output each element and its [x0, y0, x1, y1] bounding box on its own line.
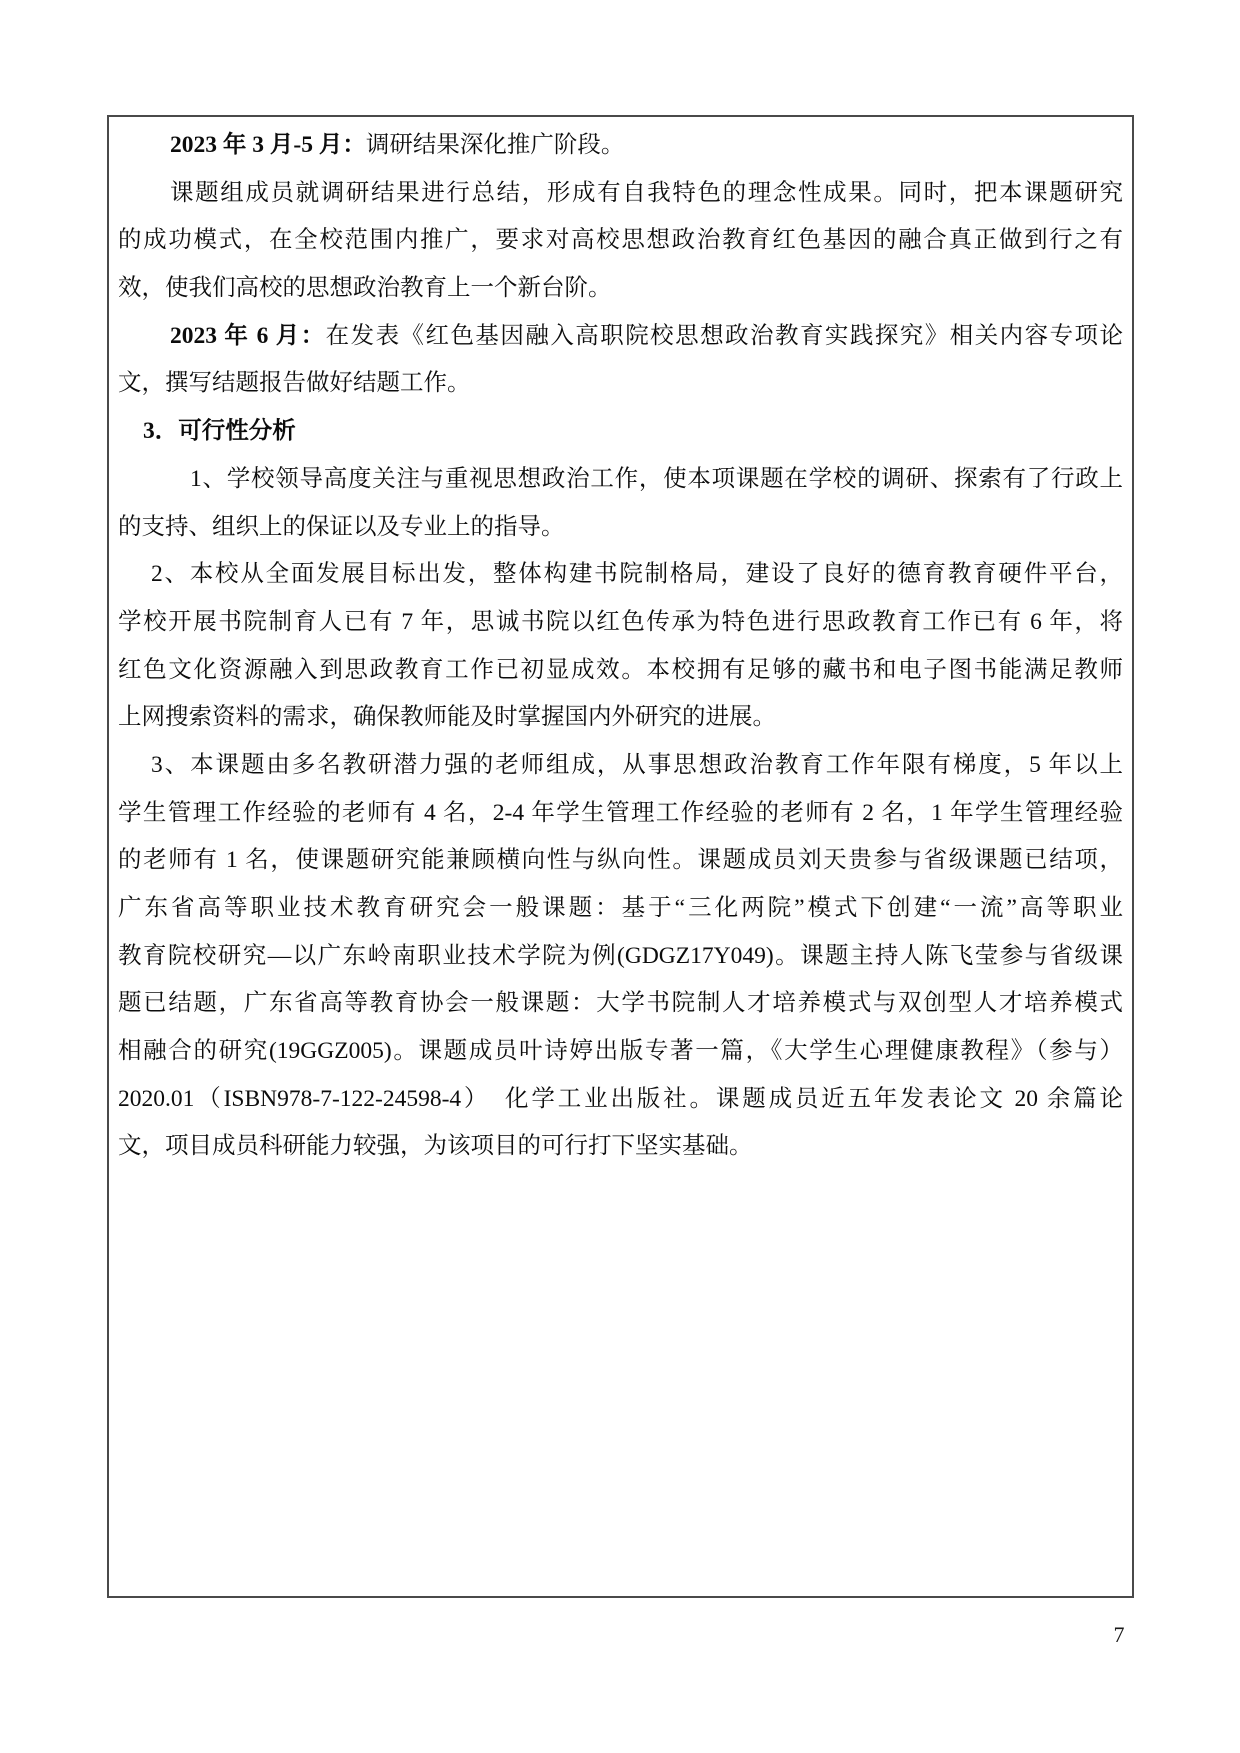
text-run: 广东省高等职业技术教育研究会一般课题：基于“三化两院”模式下创建“一流”高等职业 [118, 895, 1123, 921]
text-run: 学校开展书院制育人已有 7 年，思诚书院以红色传承为特色进行思政教育工作已有 6 年，将 [118, 608, 1123, 635]
page-number: 7 [1113, 1622, 1125, 1647]
text-run: 红色文化资源融入到思政教育工作已初显成效。本校拥有足够的藏书和电子图书能满足教师 [118, 656, 1123, 683]
text-run: 2、本校从全面发展目标出发，整体构建书院制格局，建设了良好的德育教育硬件平台， [151, 561, 1123, 588]
text-run: 的老师有 1 名，使课题研究能兼顾横向性与纵向性。课题成员刘天贵参与省级课题已结项， [118, 847, 1123, 874]
text-run: 学生管理工作经验的老师有 4 名，2-4 年学生管理工作经验的老师有 2 名，1 年学生管理经验 [118, 799, 1123, 826]
text-run: 的成功模式，在全校范围内推广，要求对高校思想政治教育红色基因的融合真正做到行之有 [118, 227, 1123, 254]
text-line [118, 1123, 1123, 1171]
text-run: 的支持、组织上的保证以及专业上的指导。 [118, 513, 565, 540]
text-run: 1、学校领导高度关注与重视思想政治工作，使本项课题在学校的调研、探索有了行政上 [190, 465, 1123, 492]
text-line [118, 1028, 1123, 1076]
text-run: 教育院校研究—以广东岭南职业技术学院为例(GDGZ17Y049)。课题主持人陈飞莹参与省级课 [118, 942, 1123, 969]
text-run: 课题组成员就调研结果进行总结，形成有自我特色的理念性成果。同时，把本课题研究 [170, 179, 1123, 206]
text-run: 效，使我们高校的思想政治教育上一个新台阶。 [118, 275, 612, 302]
text-run: 题已结题，广东省高等教育协会一般课题：大学书院制人才培养模式与双创型人才培养模式 [118, 990, 1123, 1017]
text-line [118, 122, 1123, 170]
text-line [118, 837, 1123, 885]
text-line [118, 790, 1123, 838]
phase-date-heading: 2023 年 6 月： [170, 322, 326, 349]
text-line [118, 885, 1123, 933]
text-line [118, 313, 1123, 361]
text-run: 在发表《红色基因融入高职院校思想政治教育实践探究》相关内容专项论 [325, 322, 1123, 349]
text-run: 调研结果深化推广阶段。 [365, 132, 625, 158]
text-line [118, 456, 1123, 504]
text-run: 2020.01（ISBN978-7-122-24598-4） 化学工业出版社。课题成员近五年发表论文 20 余篇论 [118, 1085, 1123, 1112]
text-line [118, 694, 1123, 742]
text-line [118, 217, 1123, 265]
text-line [118, 933, 1123, 981]
text-line [118, 360, 1123, 408]
text-run: 相融合的研究(19GGZ005)。课题成员叶诗婷出版专著一篇，《大学生心理健康教程》（参与） [118, 1038, 1123, 1065]
section-heading-text: 3．可行性分析 [143, 418, 296, 445]
text-line [118, 599, 1123, 647]
text-run: 文，项目成员科研能力较强，为该项目的可行打下坚实基础。 [118, 1133, 753, 1160]
text-line [118, 551, 1123, 599]
text-run: 3、本课题由多名教研潜力强的老师组成，从事思想政治教育工作年限有梯度，5 年以上 [151, 751, 1123, 778]
section-heading [118, 408, 1123, 456]
text-line [118, 742, 1123, 790]
form-content-cell [107, 115, 1134, 1598]
text-line [118, 1076, 1123, 1124]
text-line [118, 647, 1123, 695]
text-line [118, 980, 1123, 1028]
text-line [118, 170, 1123, 218]
phase-date-heading: 2023 年 3 月-5 月： [170, 132, 366, 158]
text-run: 文，撰写结题报告做好结题工作。 [118, 370, 471, 397]
text-line [118, 504, 1123, 552]
text-run: 上网搜索资料的需求，确保教师能及时掌握国内外研究的进展。 [118, 704, 776, 731]
text-line [118, 265, 1123, 313]
